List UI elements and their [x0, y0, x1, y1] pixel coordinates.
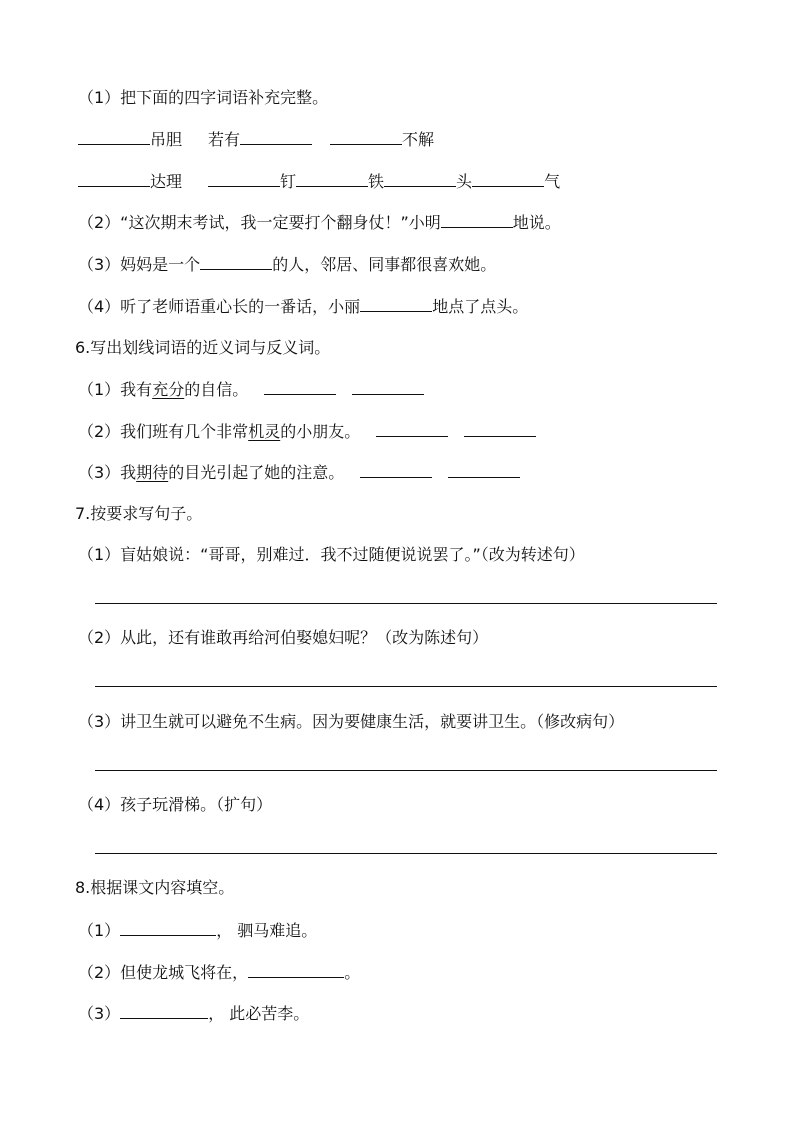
q8-item-2: （2）但使龙城飞将在， 。 — [78, 960, 360, 984]
synonym-blank[interactable] — [376, 419, 448, 437]
blank-field[interactable] — [330, 127, 402, 145]
blank-field[interactable] — [208, 169, 280, 187]
answer-line[interactable] — [95, 686, 717, 687]
blank-field[interactable] — [120, 1001, 208, 1019]
blank-field[interactable] — [200, 252, 272, 270]
q7-title: 7.按要求写句子。 — [75, 504, 203, 523]
q6-title: 6.写出划线词语的近义词与反义词。 — [75, 338, 331, 357]
q8-item-1: （1） ， 驷马难追。 — [78, 918, 317, 942]
antonym-blank[interactable] — [448, 460, 520, 478]
q7-item-4: （4）孩子玩滑梯。（扩句） — [78, 795, 273, 814]
blank-field[interactable] — [384, 169, 456, 187]
q8-item-3: （3） ， 此必苦李。 — [78, 1001, 309, 1025]
synonym-blank[interactable] — [360, 460, 432, 478]
q5-item-3: （3）妈妈是一个 的人，邻居、同事都很喜欢她。 — [78, 252, 496, 276]
blank-field[interactable] — [472, 169, 544, 187]
q5-idiom-row-2: 达理 钉 铁 头 气 — [78, 169, 560, 193]
q5-idiom-row-1: 吊胆 若有 不解 — [78, 127, 434, 151]
underlined-word: 期待 — [136, 463, 169, 482]
blank-field[interactable] — [441, 210, 513, 228]
q7-item-1: （1）盲姑娘说：“哥哥，别难过．我不过随便说说罢了。”（改为转述句） — [78, 545, 585, 564]
q8-title: 8.根据课文内容填空。 — [75, 878, 235, 897]
blank-field[interactable] — [360, 294, 432, 312]
underlined-word: 充分 — [152, 380, 185, 399]
blank-field[interactable] — [78, 127, 150, 145]
synonym-blank[interactable] — [264, 377, 336, 395]
q6-item-1: （1）我有充分的自信。 — [78, 377, 424, 401]
blank-field[interactable] — [120, 918, 216, 936]
blank-field[interactable] — [296, 169, 368, 187]
blank-field[interactable] — [78, 169, 150, 187]
q7-item-2: （2）从此，还有谁敢再给河伯娶媳妇呢？（改为陈述句） — [78, 628, 489, 647]
q5-item-4: （4）听了老师语重心长的一番话，小丽 地点了点头。 — [78, 294, 528, 318]
antonym-blank[interactable] — [464, 419, 536, 437]
blank-field[interactable] — [248, 960, 344, 978]
q5-item-1: （1）把下面的四字词语补充完整。 — [78, 88, 329, 107]
answer-line[interactable] — [95, 603, 717, 604]
answer-line[interactable] — [95, 853, 717, 854]
blank-field[interactable] — [240, 127, 312, 145]
q7-item-3: （3）讲卫生就可以避免不生病。因为要健康生活，就要讲卫生。（修改病句） — [78, 712, 625, 731]
q6-item-2: （2）我们班有几个非常机灵的小朋友。 — [78, 419, 536, 443]
q6-item-3: （3）我期待的目光引起了她的注意。 — [78, 460, 520, 484]
antonym-blank[interactable] — [352, 377, 424, 395]
answer-line[interactable] — [95, 770, 717, 771]
q5-item-2: （2）“这次期末考试，我一定要打个翻身仗！”小明 地说。 — [78, 210, 561, 234]
underlined-word: 机灵 — [248, 422, 281, 441]
